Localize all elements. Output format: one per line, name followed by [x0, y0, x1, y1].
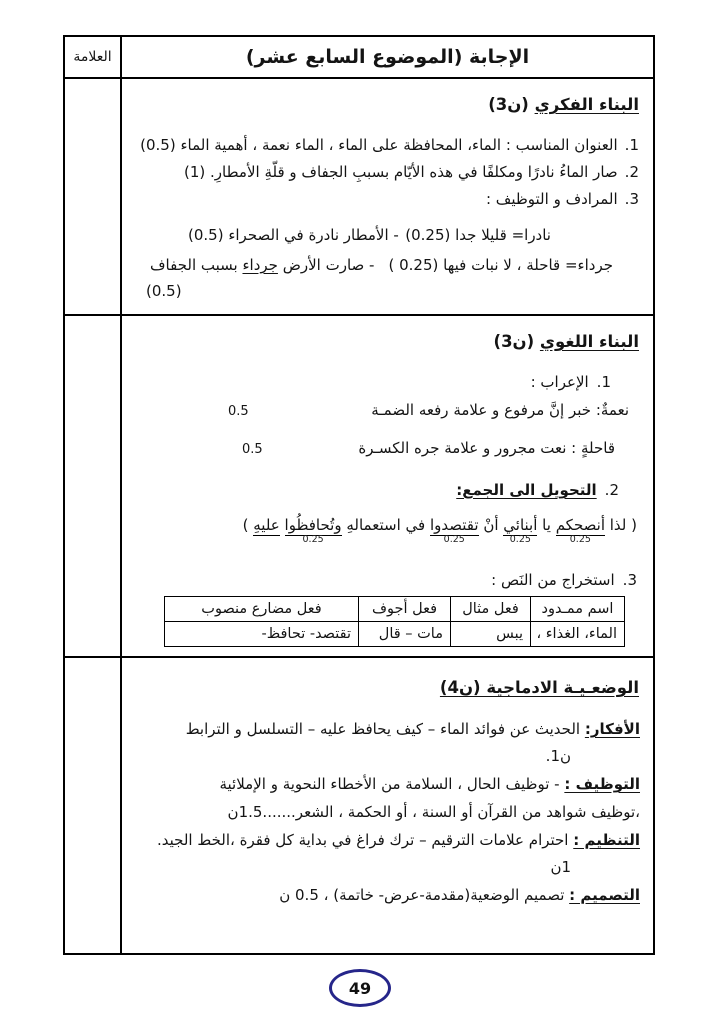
page-number: 49	[348, 978, 372, 998]
table-cell: يبس	[451, 622, 531, 647]
section-heading-text: الوضعـيـة الادماجية (ن4)	[439, 678, 639, 697]
numbered-list	[132, 133, 643, 211]
scored-word: أنصحكم 0.25	[555, 516, 605, 545]
criteria-text: تصميم الوضعية(مقدمة-عرض- خاتمة) ، 0.5 ن	[279, 886, 570, 904]
item-text: المرادف و التوظيف :	[485, 190, 618, 208]
item-number: 3.	[624, 190, 639, 208]
parsing-text: قاحلةٍ : نعت مجرور و علامة جره الكسـرة	[358, 439, 615, 457]
column-header: فعل مضارع منصوب	[165, 597, 359, 622]
parsing-line	[132, 436, 643, 462]
section-points: (ن3)	[488, 95, 535, 114]
synonym-line	[132, 253, 643, 277]
criteria-label: التوظيف :	[564, 775, 640, 793]
table-cell: تقتصد- تحافظ-	[165, 622, 359, 647]
answer-table	[63, 35, 655, 955]
sentence-token: ( لذا	[605, 516, 637, 534]
mark-cell	[65, 79, 122, 314]
criteria-label: التنظيم :	[573, 831, 640, 849]
scored-word: وتُحافظُوا 0.25	[284, 516, 342, 545]
item-number: 1.	[624, 136, 639, 154]
item-text: صار الماءُ نادرًا ومكلفًا في هذه الأيّام بسببِ الجفاف و قلّةِ الأمطارِ. (1)	[184, 163, 618, 181]
section-integrative	[122, 658, 653, 953]
sentence-token: )	[242, 516, 254, 534]
criteria-line	[132, 882, 643, 908]
section-points: (ن3)	[493, 332, 540, 351]
subsection-i3rab	[132, 370, 643, 394]
table-row	[165, 622, 625, 647]
column-header: فعل مثال	[451, 597, 531, 622]
sentence-token: أنْ	[478, 516, 504, 534]
item-number: 1.	[596, 373, 611, 391]
extraction-table	[164, 596, 625, 647]
criteria-score: 1ن	[550, 858, 571, 876]
column-header: فعل أجوف	[359, 597, 451, 622]
page-number-badge	[329, 969, 391, 1007]
header-row	[65, 37, 653, 79]
list-item	[132, 187, 639, 211]
word-score: 0.25	[509, 534, 531, 545]
sentence-token: يا	[537, 516, 556, 534]
mark-column-label: العلامة	[73, 49, 112, 65]
section-heading	[132, 676, 643, 700]
score-value: 0.5	[242, 442, 263, 457]
title-cell	[122, 37, 653, 77]
criteria-label: التصميم :	[569, 886, 640, 904]
table-header-row	[165, 597, 625, 622]
criteria-text: الحديث عن فوائد الماء – كيف يحافظ عليه – التسلسل و الترابط	[185, 720, 585, 738]
section-heading-text: البناء اللغوي	[539, 332, 639, 351]
underlined-word: جرداء	[242, 256, 278, 274]
criteria-line	[132, 827, 643, 853]
mark-column-header	[65, 37, 122, 77]
section-intellectual	[122, 79, 653, 314]
scored-word: تقتصدوا 0.25	[429, 516, 479, 545]
section-heading	[132, 93, 643, 117]
criteria-score: ن1.	[545, 747, 571, 765]
subsection-label: الإعراب :	[530, 373, 589, 391]
criteria-label: الأفكار:	[584, 720, 640, 738]
underlined-word: عليهِ	[253, 516, 280, 534]
synonym-left: - الأمطار نادرة في الصحراء (0.5)	[188, 226, 399, 244]
subsection-istikhraj	[132, 568, 643, 592]
synonym-left: - صارت الأرض جرداء بسبب الجفاف	[150, 256, 375, 274]
section-linguistic-row	[65, 316, 653, 658]
parsing-line	[132, 398, 643, 424]
synonym-line	[132, 223, 643, 247]
item-text: العنوان المناسب : الماء، المحافظة على الماء ، الماء نعمة ، أهمية الماء (0.5)	[140, 136, 618, 154]
table-cell: مات – قال	[359, 622, 451, 647]
parsing-text: نعمةٌ: خبر إنَّ مرفوع و علامة رفعه الضمـة	[371, 401, 629, 419]
synonym-right: جرداء= قاحلة ، لا نبات فيها (0.25 )	[388, 256, 613, 274]
criteria-text: - توظيف الحال ، السلامة من الأخطاء النحوية و الإملائية	[219, 775, 565, 793]
subsection-label: التحويل الى الجمع:	[456, 481, 597, 499]
criteria-text: احترام علامات الترقيم – ترك فراغ في بداية كل فقرة ،الخط الجيد.	[157, 831, 574, 849]
plural-sentence	[132, 514, 643, 558]
item-number: 2.	[624, 163, 639, 181]
section-heading	[132, 330, 643, 354]
list-item	[132, 160, 639, 184]
section-intellectual-row	[65, 79, 653, 316]
list-item	[132, 133, 639, 157]
subsection-label: استخراج من النَص :	[491, 571, 615, 589]
word-score: 0.25	[302, 534, 324, 545]
scored-word: أبنائي 0.25	[503, 516, 538, 545]
table-cell: الماء، الغذاء ،	[531, 622, 625, 647]
section-heading-text: البناء الفكري	[534, 95, 639, 114]
criteria-line	[132, 771, 643, 797]
word-score: 0.25	[569, 534, 591, 545]
wrapped-score: (0.5)	[146, 282, 182, 300]
criteria-continuation: ،توظيف شواهد من القرآن أو السنة ، أو الحكمة ، الشعر.......1.5ن	[227, 803, 640, 821]
sentence-token: في استعمالهِ	[341, 516, 430, 534]
section-integrative-row	[65, 658, 653, 953]
score-value: 0.5	[228, 404, 249, 419]
criteria-line	[132, 716, 643, 742]
page-title: الإجابة (الموضوع السابع عشر)	[245, 46, 530, 68]
item-number: 2.	[604, 481, 619, 499]
mark-cell	[65, 316, 122, 656]
column-header: اسم ممـدود	[531, 597, 625, 622]
word-score: 0.25	[443, 534, 465, 545]
synonym-right: نادرا= قليلا جدا (0.25)	[405, 226, 551, 244]
subsection-tahwil	[132, 478, 643, 502]
section-linguistic	[122, 316, 653, 656]
mark-cell	[65, 658, 122, 953]
item-number: 3.	[622, 571, 637, 589]
